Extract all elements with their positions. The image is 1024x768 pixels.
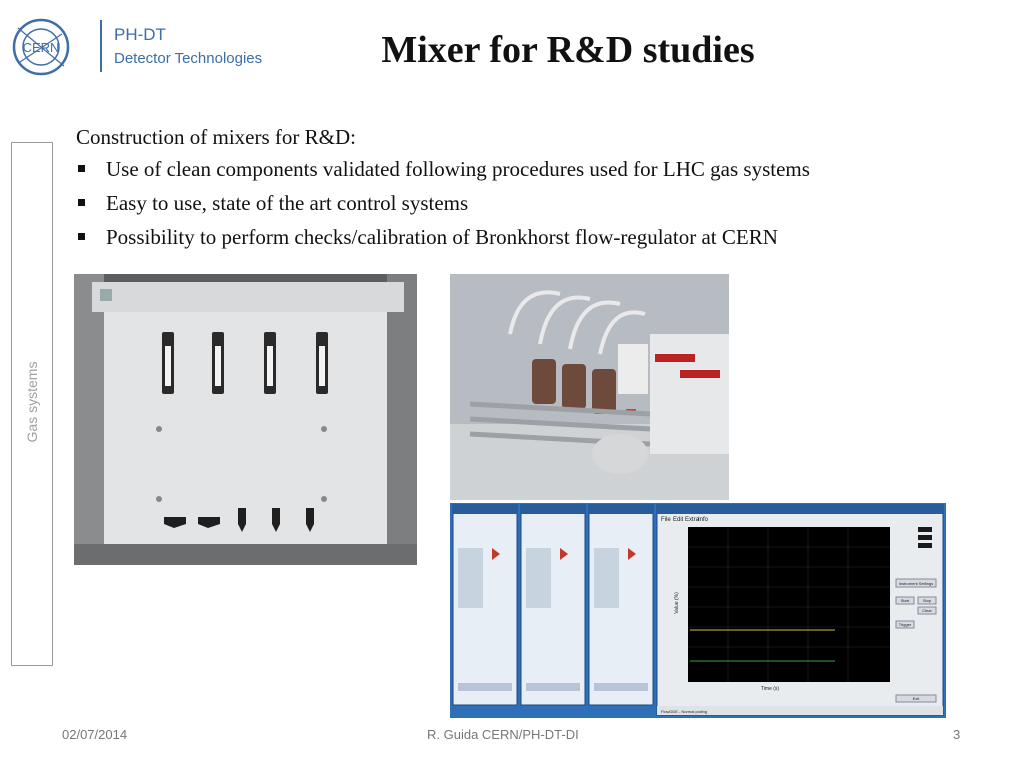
footer-date: 02/07/2014	[62, 727, 128, 742]
svg-text:Trigger: Trigger	[898, 622, 912, 627]
gas-panel-illustration	[74, 274, 417, 565]
intro-text: Construction of mixers for R&D:	[76, 125, 356, 149]
logo-divider	[100, 20, 102, 72]
bullet-square-icon	[78, 199, 85, 206]
svg-text:Info: Info	[698, 517, 709, 523]
section-label: Gas systems	[24, 361, 40, 443]
svg-text:Start: Start	[900, 598, 910, 603]
cern-logo-icon	[10, 16, 72, 78]
list-item	[76, 156, 810, 190]
bullet-text: Possibility to perform checks/calibration of Bronkhorst flow-regulator at CERN	[106, 225, 778, 249]
svg-text:Extra: Extra	[685, 517, 700, 523]
svg-text:Stop: Stop	[922, 598, 932, 603]
gas-panel-photo	[74, 274, 417, 565]
control-software-screenshot	[450, 503, 946, 718]
svg-text:CERN: CERN	[22, 40, 60, 55]
list-item	[76, 224, 810, 258]
page-title: Mixer for R&D studies	[381, 29, 755, 71]
svg-text:File: File	[661, 517, 671, 523]
header-logo	[10, 16, 280, 78]
bullet-square-icon	[78, 233, 85, 240]
mixer-hardware-illustration	[450, 274, 729, 500]
bullet-text: Use of clean components validated following procedures used for LHC gas systems	[106, 157, 810, 181]
svg-text:Time (s): Time (s)	[760, 686, 780, 692]
svg-text:Clear: Clear	[922, 608, 932, 613]
org-subtitle: Detector Technologies	[114, 50, 263, 67]
svg-text:FlowDDE - Normal polling: FlowDDE - Normal polling	[661, 709, 708, 714]
svg-text:Exit: Exit	[912, 696, 920, 701]
svg-text:Edit: Edit	[673, 517, 684, 523]
bullet-text: Easy to use, state of the art control systems	[106, 191, 469, 215]
org-name: PH-DT	[114, 25, 166, 44]
list-item	[76, 190, 810, 224]
bullet-square-icon	[78, 165, 85, 172]
control-software-illustration	[450, 503, 946, 718]
footer-author: R. Guida CERN/PH-DT-DI	[427, 727, 579, 742]
bullet-list	[76, 156, 810, 258]
svg-text:Instrument Settings: Instrument Settings	[898, 581, 934, 586]
svg-text:Value (%): Value (%)	[674, 592, 680, 614]
page-number: 3	[953, 727, 961, 742]
mixer-hardware-photo	[450, 274, 729, 500]
